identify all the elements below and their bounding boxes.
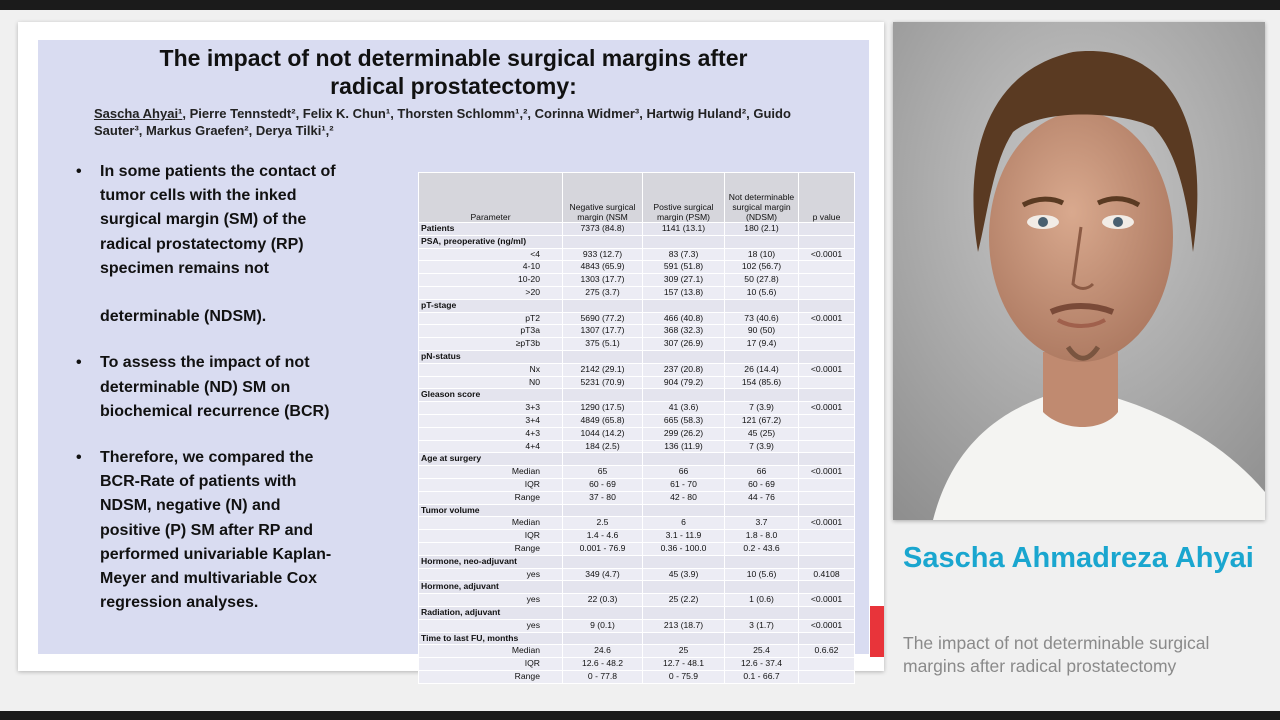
table-param-cell: Range <box>419 491 563 504</box>
table-cell: 7373 (84.8) <box>563 223 643 236</box>
bullet-item <box>70 351 415 424</box>
table-cell <box>725 504 799 517</box>
table-param-cell: pT-stage <box>419 299 563 312</box>
table-cell <box>799 440 855 453</box>
table-row <box>419 632 855 645</box>
table-param-cell: N0 <box>419 376 563 389</box>
table-param-cell: Patients <box>419 223 563 236</box>
table-cell: 275 (3.7) <box>563 286 643 299</box>
table-row <box>419 478 855 491</box>
table-param-cell: Tumor volume <box>419 504 563 517</box>
table-cell: 4843 (65.9) <box>563 261 643 274</box>
table-cell <box>643 235 725 248</box>
table-cell <box>799 491 855 504</box>
table-cell: 299 (26.2) <box>643 427 725 440</box>
table-cell <box>799 376 855 389</box>
table-cell <box>799 261 855 274</box>
table-cell: 17 (9.4) <box>725 338 799 351</box>
table-cell <box>563 389 643 402</box>
table-param-cell: IQR <box>419 478 563 491</box>
table-row <box>419 427 855 440</box>
table-header-cell: Negative surgical margin (NSM <box>563 173 643 223</box>
table-param-cell: yes <box>419 594 563 607</box>
table-cell <box>799 299 855 312</box>
table-cell: 466 (40.8) <box>643 312 725 325</box>
table-row <box>419 658 855 671</box>
bullet-text: To assess the impact of not determinable (ND) SM on biochemical recurrence (BCR) <box>100 354 330 420</box>
table-cell <box>799 555 855 568</box>
table-cell: 0 - 75.9 <box>643 670 725 683</box>
table-row <box>419 530 855 543</box>
table-cell: 121 (67.2) <box>725 414 799 427</box>
author-list <box>94 105 814 139</box>
co-authors: , Pierre Tennstedt², Felix K. Chun¹, Thorsten Schlomm¹,², Corinna Widmer³, Hartwig Huland², Guido Sauter³, Markus Graefen², Derya Tilki¹,² <box>94 106 791 138</box>
table-cell: 83 (7.3) <box>643 248 725 261</box>
table-cell: 10 (5.6) <box>725 286 799 299</box>
bullet-dot-icon: • <box>76 163 82 180</box>
table-cell <box>643 389 725 402</box>
table-row <box>419 466 855 479</box>
table-cell <box>725 350 799 363</box>
slide-title <box>38 44 869 100</box>
table-param-cell: Nx <box>419 363 563 376</box>
table-cell: 5690 (77.2) <box>563 312 643 325</box>
talk-title: The impact of not determinable surgical margins after radical prostatectomy <box>903 633 1210 676</box>
table-row <box>419 248 855 261</box>
top-bar <box>0 0 1280 10</box>
table-cell: 90 (50) <box>725 325 799 338</box>
table-cell <box>799 504 855 517</box>
bullet-list <box>70 160 415 637</box>
table-row <box>419 491 855 504</box>
speaker-photo <box>893 22 1265 520</box>
table-cell <box>725 299 799 312</box>
table-row <box>419 402 855 415</box>
table-param-cell: Hormone, adjuvant <box>419 581 563 594</box>
table-param-cell: pN-status <box>419 350 563 363</box>
table-cell: <0.0001 <box>799 594 855 607</box>
results-table <box>418 172 855 684</box>
table-param-cell: >20 <box>419 286 563 299</box>
table-param-cell: yes <box>419 568 563 581</box>
table-cell <box>799 606 855 619</box>
table-row <box>419 389 855 402</box>
table-cell: 904 (79.2) <box>643 376 725 389</box>
table-cell <box>643 606 725 619</box>
table-cell: 0.4108 <box>799 568 855 581</box>
table-param-cell: Range <box>419 670 563 683</box>
table-cell: 0.36 - 100.0 <box>643 542 725 555</box>
slide-title-line1: The impact of not determinable surgical margins after <box>159 45 748 71</box>
table-cell <box>799 542 855 555</box>
table-cell: 213 (18.7) <box>643 619 725 632</box>
table-cell: 3 (1.7) <box>725 619 799 632</box>
table-cell: 45 (25) <box>725 427 799 440</box>
table-cell: 0.2 - 43.6 <box>725 542 799 555</box>
table-cell: 7 (3.9) <box>725 440 799 453</box>
table-row <box>419 619 855 632</box>
table-row <box>419 581 855 594</box>
table-cell: 1141 (13.1) <box>643 223 725 236</box>
table-cell: 1.4 - 4.6 <box>563 530 643 543</box>
table-param-cell: 3+4 <box>419 414 563 427</box>
table-cell <box>799 223 855 236</box>
table-param-cell: Median <box>419 466 563 479</box>
table-header-row <box>419 173 855 223</box>
table-param-cell: Age at surgery <box>419 453 563 466</box>
table-cell: <0.0001 <box>799 517 855 530</box>
table-param-cell: yes <box>419 619 563 632</box>
table-cell: <0.0001 <box>799 248 855 261</box>
table-param-cell: IQR <box>419 530 563 543</box>
table-cell: 4849 (65.8) <box>563 414 643 427</box>
table-cell <box>563 581 643 594</box>
table-cell <box>725 581 799 594</box>
table-cell <box>563 504 643 517</box>
table-cell: 7 (3.9) <box>725 402 799 415</box>
bullet-dot-icon: • <box>76 449 82 467</box>
table-cell: 1.8 - 8.0 <box>725 530 799 543</box>
table-row <box>419 606 855 619</box>
table-cell: 37 - 80 <box>563 491 643 504</box>
table-cell: <0.0001 <box>799 466 855 479</box>
bullet-text: In some patients the contact of tumor cells with the inked surgical margin (SM) of the radical prostatectomy (RP) specimen remains not determinable (NDSM). <box>100 163 336 326</box>
table-row <box>419 542 855 555</box>
table-cell <box>799 632 855 645</box>
bullet-item <box>70 160 415 329</box>
table-cell <box>799 286 855 299</box>
table-cell <box>725 235 799 248</box>
bottom-bar <box>0 711 1280 720</box>
table-param-cell: ≥pT3b <box>419 338 563 351</box>
table-cell: 73 (40.6) <box>725 312 799 325</box>
bullet-dot-icon: • <box>76 354 82 372</box>
table-cell <box>563 453 643 466</box>
table-body <box>419 223 855 684</box>
table-cell <box>563 350 643 363</box>
table-cell <box>799 235 855 248</box>
table-cell: 18 (10) <box>725 248 799 261</box>
table-cell <box>799 581 855 594</box>
table-cell: 0.001 - 76.9 <box>563 542 643 555</box>
table-param-cell: <4 <box>419 248 563 261</box>
table-cell: 136 (11.9) <box>643 440 725 453</box>
table-row <box>419 453 855 466</box>
table-param-cell: Hormone, neo-adjuvant <box>419 555 563 568</box>
table-param-cell: 3+3 <box>419 402 563 415</box>
table-row <box>419 312 855 325</box>
table-param-cell: pT2 <box>419 312 563 325</box>
table-cell: 6 <box>643 517 725 530</box>
table-cell <box>799 530 855 543</box>
table-cell <box>643 453 725 466</box>
table-cell: <0.0001 <box>799 312 855 325</box>
bullet-item <box>70 446 415 615</box>
table-cell <box>563 235 643 248</box>
table-cell: 12.6 - 37.4 <box>725 658 799 671</box>
table-cell <box>725 632 799 645</box>
table-param-cell: Median <box>419 517 563 530</box>
red-marker <box>870 606 884 657</box>
table-cell: 2142 (29.1) <box>563 363 643 376</box>
table-cell <box>643 504 725 517</box>
table-cell: <0.0001 <box>799 619 855 632</box>
table-row <box>419 414 855 427</box>
table-cell <box>725 389 799 402</box>
table-cell <box>563 606 643 619</box>
speaker-portrait-image <box>893 22 1265 520</box>
table-cell: 42 - 80 <box>643 491 725 504</box>
table-param-cell: IQR <box>419 658 563 671</box>
slide-card <box>18 22 884 681</box>
table-cell: 0 - 77.8 <box>563 670 643 683</box>
bullet-text: Therefore, we compared the BCR-Rate of patients with NDSM, negative (N) and positive (P) SM after RP and performed univariable Kaplan- Meyer and multivariable Cox regression analyses. <box>100 449 332 612</box>
table-cell: 591 (51.8) <box>643 261 725 274</box>
table-cell: 933 (12.7) <box>563 248 643 261</box>
table-cell: 41 (3.6) <box>643 402 725 415</box>
table-param-cell: Gleason score <box>419 389 563 402</box>
table-cell: 3.7 <box>725 517 799 530</box>
table-cell <box>643 555 725 568</box>
table-cell: 26 (14.4) <box>725 363 799 376</box>
table-cell <box>799 427 855 440</box>
table-cell: 0.6.62 <box>799 645 855 658</box>
table-cell: 154 (85.6) <box>725 376 799 389</box>
table-cell: 1303 (17.7) <box>563 274 643 287</box>
table-cell: 24.6 <box>563 645 643 658</box>
table-cell: 0.1 - 66.7 <box>725 670 799 683</box>
table-cell <box>643 299 725 312</box>
table-row <box>419 568 855 581</box>
table-cell: 2.5 <box>563 517 643 530</box>
table-cell: 66 <box>725 466 799 479</box>
table-param-cell: pT3a <box>419 325 563 338</box>
table-cell: 60 - 69 <box>563 478 643 491</box>
table-cell: 61 - 70 <box>643 478 725 491</box>
table-cell: 157 (13.8) <box>643 286 725 299</box>
table-cell: 309 (27.1) <box>643 274 725 287</box>
table-cell <box>563 555 643 568</box>
table-cell: 102 (56.7) <box>725 261 799 274</box>
table-cell: 1307 (17.7) <box>563 325 643 338</box>
table-cell: 184 (2.5) <box>563 440 643 453</box>
table-cell: 12.6 - 48.2 <box>563 658 643 671</box>
table-cell: 25.4 <box>725 645 799 658</box>
table-cell: 1 (0.6) <box>725 594 799 607</box>
table-cell <box>799 670 855 683</box>
table-header-cell: Parameter <box>419 173 563 223</box>
table-cell <box>799 350 855 363</box>
table-param-cell: 10-20 <box>419 274 563 287</box>
table-header-cell: Not determinable surgical margin (NDSM) <box>725 173 799 223</box>
table-cell: 25 <box>643 645 725 658</box>
table-cell <box>799 453 855 466</box>
table-cell: 665 (58.3) <box>643 414 725 427</box>
first-author: Sascha Ahyai¹ <box>94 106 183 121</box>
table-cell <box>799 389 855 402</box>
table-cell <box>799 414 855 427</box>
table-cell: 44 - 76 <box>725 491 799 504</box>
table-param-cell: Median <box>419 645 563 658</box>
table-param-cell: 4+3 <box>419 427 563 440</box>
table-param-cell: PSA, preoperative (ng/ml) <box>419 235 563 248</box>
table-header-cell: p value <box>799 173 855 223</box>
table-cell: 180 (2.1) <box>725 223 799 236</box>
table-cell: 237 (20.8) <box>643 363 725 376</box>
table-cell <box>799 325 855 338</box>
table-cell <box>725 555 799 568</box>
table-cell <box>799 658 855 671</box>
table-cell <box>563 299 643 312</box>
table-row <box>419 274 855 287</box>
table-cell <box>643 350 725 363</box>
table-cell <box>563 632 643 645</box>
table-row <box>419 325 855 338</box>
table-cell <box>725 606 799 619</box>
table-cell: 1044 (14.2) <box>563 427 643 440</box>
table-cell: 9 (0.1) <box>563 619 643 632</box>
table-row <box>419 670 855 683</box>
table-row <box>419 645 855 658</box>
table-row <box>419 440 855 453</box>
table-cell: 25 (2.2) <box>643 594 725 607</box>
table-cell: 1290 (17.5) <box>563 402 643 415</box>
table-cell: 22 (0.3) <box>563 594 643 607</box>
slide-title-line2: radical prostatectomy: <box>330 73 577 99</box>
table-row <box>419 223 855 236</box>
table-cell: 307 (26.9) <box>643 338 725 351</box>
table-cell: 50 (27.8) <box>725 274 799 287</box>
table-cell: <0.0001 <box>799 402 855 415</box>
table-cell: 66 <box>643 466 725 479</box>
table-row <box>419 235 855 248</box>
table-cell: 60 - 69 <box>725 478 799 491</box>
table-cell <box>799 274 855 287</box>
table-cell: <0.0001 <box>799 363 855 376</box>
table-param-cell: 4-10 <box>419 261 563 274</box>
table-cell <box>799 338 855 351</box>
table-row <box>419 363 855 376</box>
table-row <box>419 261 855 274</box>
table-row <box>419 555 855 568</box>
table-cell: 12.7 - 48.1 <box>643 658 725 671</box>
table-param-cell: Time to last FU, months <box>419 632 563 645</box>
table-cell <box>643 632 725 645</box>
speaker-name: Sascha Ahmadreza Ahyai <box>903 542 1254 574</box>
table-param-cell: 4+4 <box>419 440 563 453</box>
table-param-cell: Radiation, adjuvant <box>419 606 563 619</box>
table-cell: 10 (5.6) <box>725 568 799 581</box>
table-row <box>419 299 855 312</box>
table-row <box>419 286 855 299</box>
table-row <box>419 504 855 517</box>
table-cell: 3.1 - 11.9 <box>643 530 725 543</box>
presentation-slide <box>38 40 869 681</box>
table-row <box>419 594 855 607</box>
table-row <box>419 376 855 389</box>
table-cell: 65 <box>563 466 643 479</box>
table-header-cell: Postive surgical margin (PSM) <box>643 173 725 223</box>
table-cell <box>725 453 799 466</box>
table-cell: 45 (3.9) <box>643 568 725 581</box>
table-row <box>419 338 855 351</box>
table-row <box>419 350 855 363</box>
table-cell: 368 (32.3) <box>643 325 725 338</box>
table-cell: 5231 (70.9) <box>563 376 643 389</box>
table-param-cell: Range <box>419 542 563 555</box>
table-cell <box>799 478 855 491</box>
table-row <box>419 517 855 530</box>
table-cell <box>643 581 725 594</box>
table-cell: 349 (4.7) <box>563 568 643 581</box>
table-cell: 375 (5.1) <box>563 338 643 351</box>
